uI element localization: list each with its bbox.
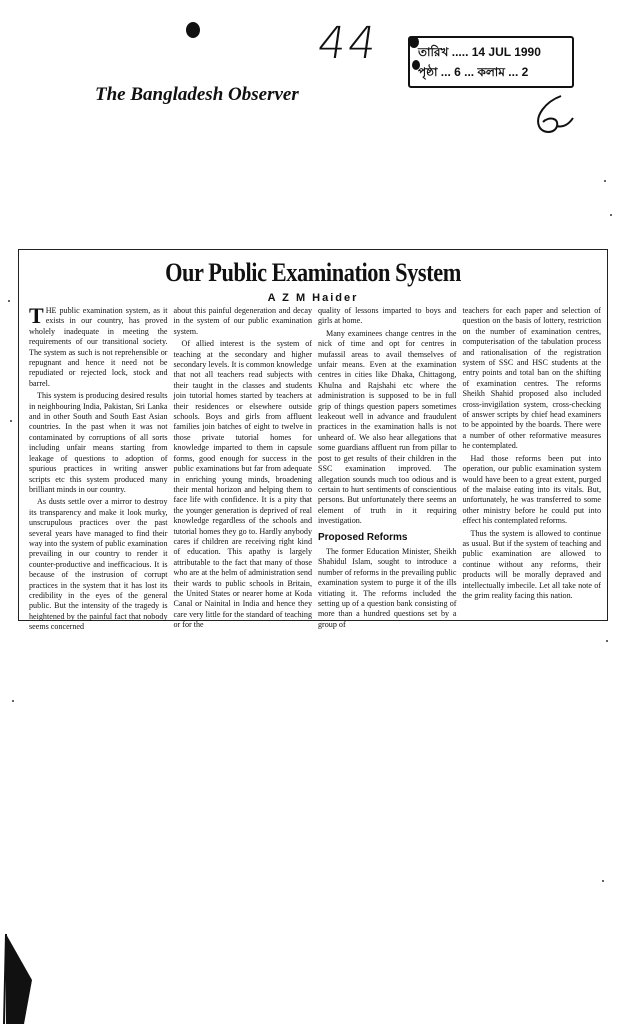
paragraph: Had those reforms been put into operation, our public examination system would have been to a great extent, purged of the malaise eating into its vitals. But, unfortunately, he was transferred to some other ministry before he could put into effect his contemplated reforms. [462,453,601,526]
paragraph: teachers for each paper and selection of question on the basis of lottery, restriction on the number of examination centres, computerisation of the tabulation process and rationalisation of the registration system of SSC and HSC students at the entry points and total ban on the shifting of examination centres. The reforms Sheikh Shahid proposed also included cross-invigilation system, cross-checking of answer scripts by chief head examiners to be appointed by the boards. There were a number of other reformative measures he contemplated. [462,306,601,451]
scan-corner-artifact [0,920,60,1024]
paragraph: Many examinees change centres in the nick of time and opt for centres in mufassil areas to avail themselves of unfair means. Even at the examination centres in cities like Dhaka, Chittagong, Khulna and Rajshahi etc where the administration is supposed to be in full grip of things question papers sometimes leakeout well in advance and fraudulent practices in the examination halls is not unheard of. We also hear allegations that some guardians affluent run from pillar to post to get results of their children in the SSC examination improved. The allegation sounds much too odious and is certain to hurt sentiments of conscientious persons. But unfortunately there seems an element of truth in it requiring investigation. [318,328,457,526]
stamp-page-column-line: পৃষ্ঠা ... 6 ... কলাম ... 2 [418,65,529,79]
article-headline: Our Public Examination System [165,258,461,287]
article-column-1 [29,303,168,632]
paragraph: As dusts settle over a mirror to destroy its transparency and make it look murky, unscrupulous practices over the past several years have managed to find their way into the system of public examination prevailing in our country to render it counter-productive and inefficacious. It is because of the instrusion of corrupt practices in the system that it has lost its credibility in the eyes of the general public. But the intensity of the tragedy is heightened by the painful fact that nobody seems concerned [29,497,168,632]
newspaper-clipping [18,249,608,632]
scan-speck [610,214,612,216]
scan-speck [602,880,604,882]
scan-speck [606,640,608,642]
article-column-4 [463,306,602,618]
article-body [29,303,601,632]
paragraph: This system is producing desired results in neighbouring India, Pakistan, Sri Lanka and in other South and South East Asian countries. In the past when it was not contaminated by corruptions of all sorts including unfair means starting from leakage of questions to adoption of spurious practices in writing answer scripts etc this system produced many brilliant minds in our country. [29,391,168,494]
article-column-3 [318,306,457,629]
drop-cap: T [29,303,44,328]
stamp-date-line: তারিখ ..... 14 JUL 1990 [418,45,541,59]
paragraph: THE public examination system, as it exists in our country, has proved wholely inadequate in meeting the requirements of our transitional society. The system as such is not reprehensible or repugnant and hence it need not be repudiated or rejected lock, stock and barrel. [29,303,168,388]
newspaper-masthead: The Bangladesh Observer [95,84,299,105]
article-column-2 [173,306,313,630]
article-byline: A Z M Haider [267,292,359,304]
paragraph: The former Education Minister, Sheikh Shahidul Islam, sought to introduce a number of reforms in the prevailing public examination system to purge it of the ills vitiating it. The reforms included the setting up of a question bank consisting of more than a hundred questions set by a group of [318,546,457,629]
scan-speck [604,180,606,182]
section-subhead: Proposed Reforms [318,531,408,543]
paragraph: Of allied interest is the system of teaching at the secondary and higher secondary levels. It is common knowledge that not all teachers read subjects with their taught in the classes and students join tutorial homes started by teachers at their residences or elsewhere outside schools. Boys and girls from affluent families join batches of eight to twelve in those private tutorial homes for knowledge imparted to them in capsule forms, good enough for success in the public examinations but far from adequate in enriching young minds, broadening their mental horizon and helping them to face life with confidence. It is a pity that the younger generation is deprived of real knowledge regardless of the schools and tutorial homes they go to. Hardly anybody cares if children are receiving right kind of education. This apathy is largely attributable to the fact that many of those who are at the helm of administration send their wards to public schools in Britain, the United States or nearer home at Koda Canal or Nainital in India and hence they care very little for the standard of teaching or for the [173,339,312,630]
paragraph: quality of lessons imparted to boys and girls at home. [318,306,457,326]
handwritten-six-mark [527,92,575,138]
scan-speck [12,700,14,702]
ink-blot [186,22,200,38]
paragraph: Thus the system is allowed to continue as usual. But if the system of teaching and public examination are allowed to continue without any reforms, their products will be morally depraved and intellectually imbecile. Let all take note of the grim reality facing this nation. [462,528,601,600]
scan-speck [10,420,12,422]
paragraph: about this painful degeneration and decay in the system of our public examination system. [173,306,312,336]
scan-speck [8,300,10,302]
date-stamp [408,36,574,88]
handwritten-page-number: 44 [314,18,382,69]
